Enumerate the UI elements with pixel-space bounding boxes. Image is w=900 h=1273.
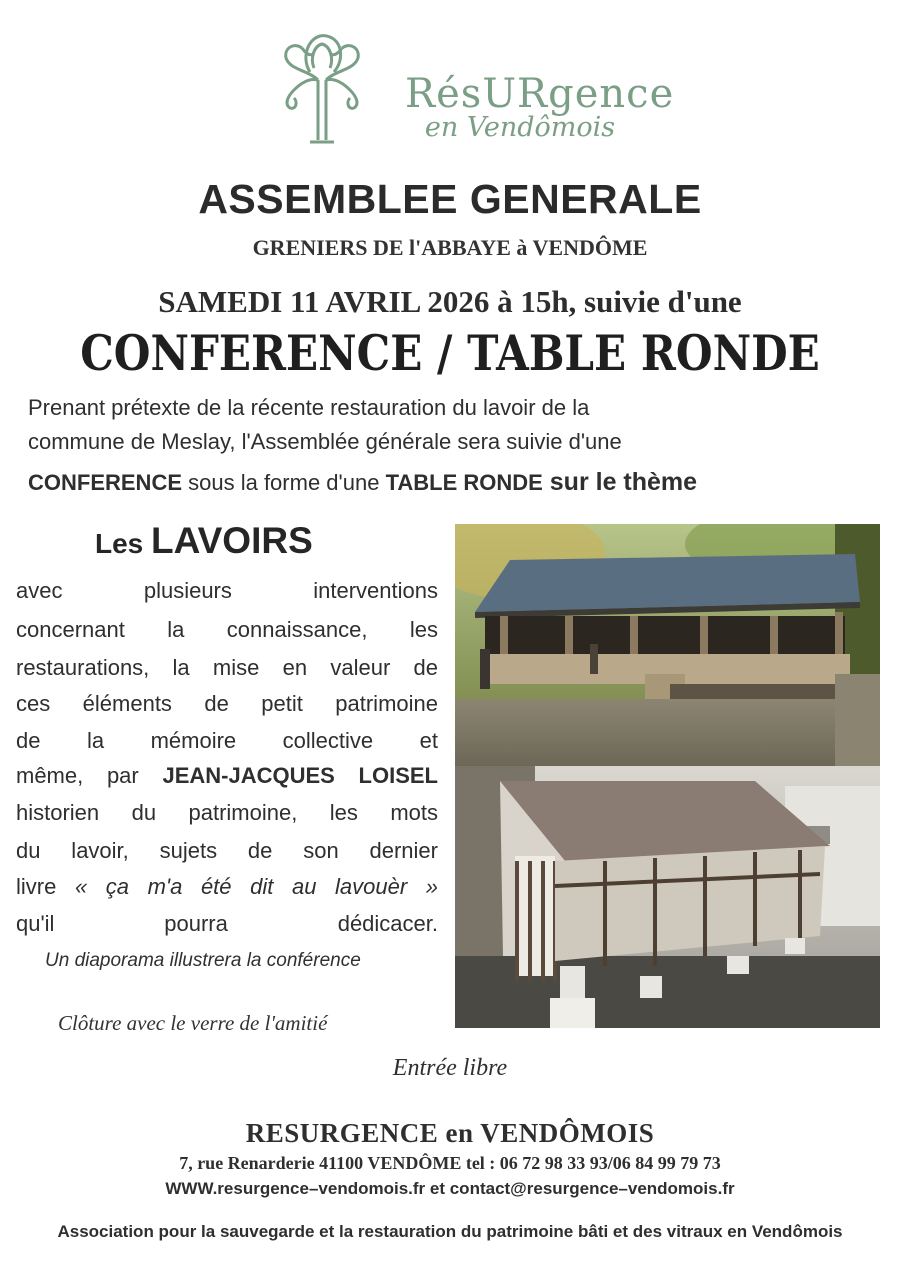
association-tagline: Association pour la sauvegarde et la restauration du patrimoine bâti et des vitraux en Vendômois bbox=[57, 1222, 843, 1241]
body-line-8: du lavoir, sujets de son dernier bbox=[16, 838, 438, 863]
cloture-note: Clôture avec le verre de l'amitié bbox=[58, 1011, 328, 1035]
body-line-9 bbox=[16, 874, 438, 900]
page-title: ASSEMBLEE GENERALE bbox=[198, 176, 702, 222]
intro-end: sur le thème bbox=[542, 468, 698, 496]
org-name: RESURGENCE en VENDÔMOIS bbox=[245, 1118, 655, 1148]
intro-line-1: Prenant prétexte de la récente restauration du lavoir de la bbox=[28, 395, 590, 420]
org-web-email[interactable]: WWW.resurgence–vendomois.fr et contact@resurgence–vendomois.fr bbox=[165, 1179, 735, 1198]
body-line-5: de la mémoire collective et bbox=[16, 728, 438, 753]
logo-title: RésURgence bbox=[405, 71, 675, 117]
book-title: « ça m'a été dit au lavouèr » bbox=[74, 874, 438, 899]
speaker-name: JEAN-JACQUES LOISEL bbox=[162, 763, 438, 788]
diaporama-note: Un diaporama illustrera la conférence bbox=[45, 950, 361, 971]
intro-conference: CONFERENCE bbox=[28, 470, 183, 495]
lavoir-photo-2 bbox=[455, 766, 880, 1028]
body-line-6 bbox=[16, 763, 438, 789]
intro-mid: sous la forme d'une bbox=[182, 470, 386, 495]
logo-subtitle: en Vendômois bbox=[424, 112, 616, 143]
venue: GRENIERS DE l'ABBAYE à VENDÔME bbox=[252, 235, 648, 260]
intro-line-3 bbox=[28, 468, 697, 497]
date-line: SAMEDI 11 AVRIL 2026 à 15h, suivie d'une bbox=[158, 284, 742, 319]
conference-title: CONFERENCE / TABLE RONDE bbox=[80, 324, 820, 382]
body-line-4: ces éléments de petit patrimoine bbox=[16, 691, 438, 716]
body-line-2: concernant la connaissance, les bbox=[16, 617, 438, 642]
theme-heading bbox=[95, 520, 313, 562]
intro-table-ronde: TABLE RONDE bbox=[385, 470, 543, 495]
tree-icon bbox=[280, 30, 364, 146]
body-line-10: qu'il pourra dédicacer. bbox=[16, 911, 438, 936]
body-line-9-pre: livre bbox=[16, 874, 75, 899]
theme-name: LAVOIRS bbox=[151, 520, 313, 561]
intro-line-2: commune de Meslay, l'Assemblée générale sera suivie d'une bbox=[28, 429, 622, 454]
org-address: 7, rue Renarderie 41100 VENDÔME tel : 06 72 98 33 93/06 84 99 79 73 bbox=[179, 1153, 721, 1173]
body-line-7: historien du patrimoine, les mots bbox=[16, 800, 438, 825]
body-line-6-pre: même, par bbox=[16, 763, 163, 788]
lavoir-photo-1 bbox=[455, 524, 880, 766]
body-line-1: avec plusieurs interventions bbox=[16, 578, 438, 603]
theme-prefix: Les bbox=[95, 528, 152, 559]
entree-libre: Entrée libre bbox=[392, 1055, 508, 1081]
body-line-3: restaurations, la mise en valeur de bbox=[16, 655, 438, 680]
